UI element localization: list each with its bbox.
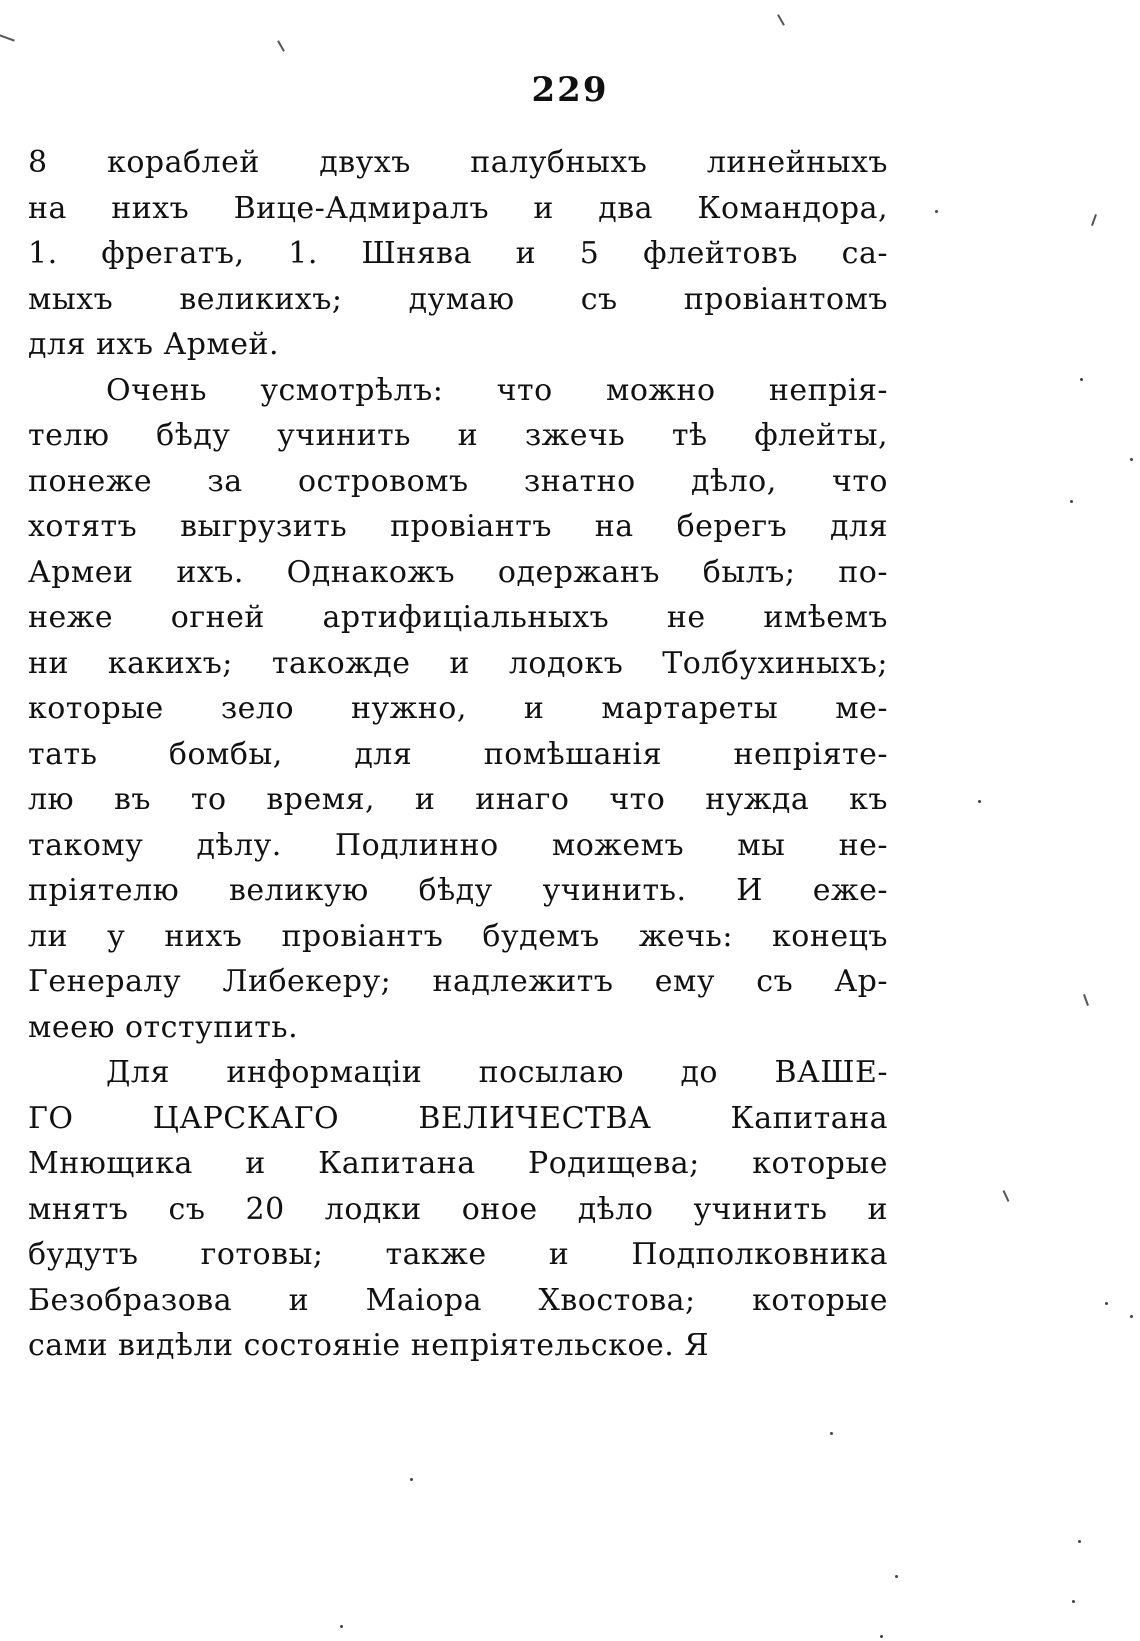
scan-mark — [777, 14, 785, 25]
page-number: 229 — [531, 70, 609, 110]
text-line: для ихъ Армей. — [28, 327, 280, 362]
paragraph-2 — [28, 368, 888, 1051]
text-line: понеже за островомъ знатно дѣло, что — [28, 463, 888, 499]
scan-mark — [0, 34, 15, 41]
scan-mark — [277, 40, 285, 51]
scan-mark — [1130, 1315, 1133, 1318]
text-line: мнятъ съ 20 лодки оное дѣло учинить и — [28, 1191, 888, 1227]
scan-mark — [1080, 378, 1083, 381]
text-line: Очень усмотрѣлъ: что можно непрія- — [106, 372, 888, 408]
text-line: лю въ то время, и инаго что нужда къ — [28, 782, 888, 817]
scan-mark — [1070, 500, 1073, 503]
scan-mark — [895, 1575, 898, 1578]
text-line: Безобразова и Маіора Хвостова; которые — [28, 1282, 888, 1318]
scan-mark — [1078, 1540, 1081, 1543]
text-line: неже огней артифиціальныхъ не имѣемъ — [28, 600, 888, 635]
scan-mark — [1003, 1190, 1010, 1202]
scan-mark — [1091, 214, 1097, 226]
text-line: которые зело нужно, и мартареты ме- — [28, 691, 888, 726]
scan-mark — [830, 1432, 833, 1435]
text-line: Генералу Либекеру; надлежитъ ему съ Ар- — [28, 964, 888, 999]
scan-mark — [880, 1635, 883, 1638]
text-line: на нихъ Вице-Адмиралъ и два Командора, — [28, 190, 888, 226]
scan-mark — [935, 210, 938, 213]
scan-mark — [410, 1478, 413, 1481]
scan-mark — [1130, 458, 1133, 461]
text-line: Армеи ихъ. Однакожъ одержанъ былъ; по- — [28, 554, 888, 590]
scan-mark — [978, 800, 981, 803]
paragraph-3 — [28, 1050, 888, 1369]
text-line: тать бомбы, для помѣшанія непріяте- — [28, 736, 888, 772]
text-line: ли у нихъ провіантъ будемъ жечь: конецъ — [28, 918, 888, 954]
text-line: 1. фрегатъ, 1. Шнява и 5 флейтовъ са- — [28, 236, 888, 271]
body-text — [28, 140, 888, 1369]
text-line: хотятъ выгрузить провіантъ на берегъ для — [28, 509, 888, 544]
text-line: будутъ готовы; также и Подполковника — [28, 1237, 888, 1272]
text-line: меею отступить. — [28, 1009, 299, 1045]
text-line: пріятелю великую бѣду учинить. И еже- — [28, 873, 888, 908]
text-line: 8 кораблей двухъ палубныхъ линейныхъ — [28, 145, 888, 180]
text-line: Мнющика и Капитана Родищева; которые — [28, 1146, 888, 1181]
text-line: такому дѣлу. Подлинно можемъ мы не- — [28, 827, 888, 863]
text-line: сами видѣли состояніе непріятельское. Я — [28, 1328, 710, 1363]
scan-mark — [1072, 1600, 1075, 1603]
text-line: ГО ЦАРСКАГО ВЕЛИЧЕСТВА Капитана — [28, 1100, 888, 1136]
text-line: ни какихъ; такожде и лодокъ Толбухиныхъ; — [28, 645, 888, 681]
text-line: Для информаціи посылаю до ВАШЕ- — [106, 1055, 888, 1090]
text-line: телю бѣду учинить и зжечь тѣ флейты, — [28, 418, 888, 453]
text-line: мыхъ великихъ; думаю съ провіантомъ — [28, 281, 888, 317]
scan-mark — [1105, 1302, 1108, 1305]
paragraph-1 — [28, 140, 888, 368]
scan-mark — [1083, 994, 1089, 1006]
scan-mark — [340, 1625, 343, 1628]
